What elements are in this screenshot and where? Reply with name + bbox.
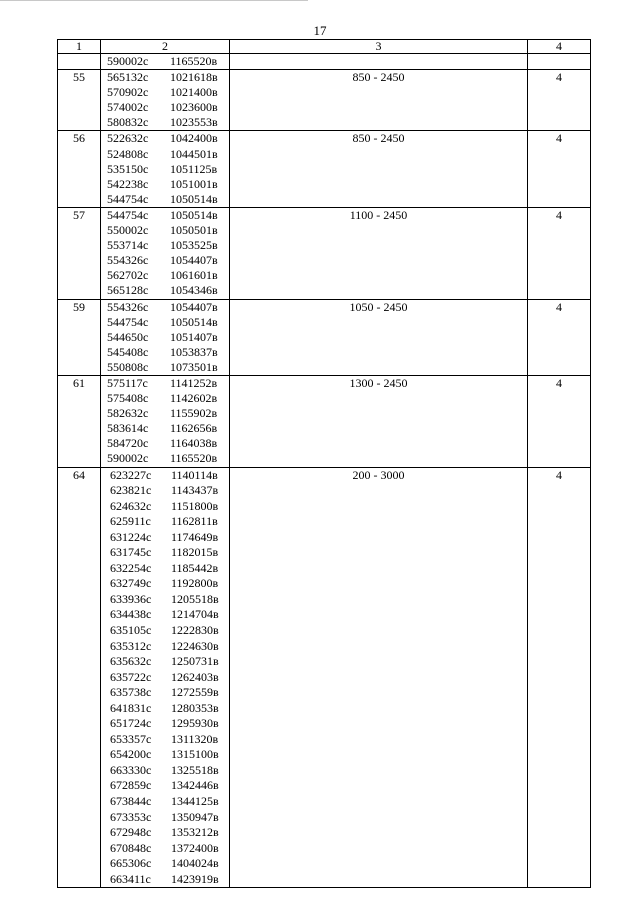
- latitude-value: 672948c: [110, 825, 152, 840]
- coordinate-pair: [107, 253, 229, 268]
- longitude-value: 1054407в: [170, 253, 218, 268]
- coordinate-pair: [110, 639, 229, 655]
- latitude-value: 641831c: [110, 700, 152, 715]
- row-number: 59: [58, 299, 101, 375]
- latitude-value: 624632c: [110, 498, 152, 513]
- longitude-value: 1051125в: [170, 161, 218, 176]
- coordinate-list: [101, 376, 229, 467]
- coordinate-pair: [110, 592, 229, 608]
- coordinate-pair: [107, 85, 229, 100]
- latitude-value: 565132c: [107, 70, 149, 85]
- coordinate-cell: [101, 299, 230, 375]
- coordinate-pair: [107, 147, 229, 162]
- coordinate-pair: [107, 100, 229, 115]
- longitude-value: 1262403в: [171, 669, 219, 684]
- coordinate-pair: [110, 623, 229, 639]
- header-cell-1: 1: [58, 40, 101, 54]
- coordinate-pair: [107, 345, 229, 360]
- longitude-value: 1174649в: [171, 529, 219, 544]
- longitude-value: 1051001в: [170, 176, 218, 191]
- latitude-value: 634438c: [110, 607, 152, 622]
- latitude-value: 635722c: [110, 669, 152, 684]
- longitude-value: 1021618в: [170, 70, 218, 85]
- longitude-value: 1142602в: [170, 391, 218, 406]
- latitude-value: 575408c: [107, 391, 149, 406]
- latitude-value: 550808c: [107, 359, 149, 374]
- latitude-value: 554326c: [107, 253, 149, 268]
- latitude-value: 580832c: [107, 115, 149, 130]
- latitude-value: 632254c: [110, 560, 152, 575]
- coordinate-pair: [107, 421, 229, 436]
- height-range: 1300 - 2450: [230, 375, 528, 467]
- coordinate-pair: [110, 856, 229, 872]
- coordinate-pair: [110, 530, 229, 546]
- latitude-value: 570902c: [107, 85, 149, 100]
- coordinate-pair: [110, 561, 229, 577]
- latitude-value: 665306c: [110, 856, 152, 871]
- longitude-value: 1155902в: [170, 406, 218, 421]
- longitude-value: 1165520в: [170, 54, 218, 68]
- coordinate-pair: [107, 131, 229, 146]
- latitude-value: 635632c: [110, 654, 152, 669]
- table-row: [58, 70, 591, 131]
- latitude-value: 623227c: [110, 467, 152, 482]
- longitude-value: 1143437в: [171, 483, 219, 498]
- longitude-value: 1423919в: [171, 871, 219, 886]
- coordinate-pair: [110, 607, 229, 623]
- latitude-value: 542238c: [107, 176, 149, 191]
- coordinate-cell: [101, 375, 230, 467]
- coordinate-pair: [110, 576, 229, 592]
- longitude-value: 1162656в: [170, 421, 218, 436]
- row-number: 64: [58, 467, 101, 888]
- longitude-value: 1042400в: [170, 131, 218, 146]
- latitude-value: 635105c: [110, 623, 152, 637]
- coordinate-pair: [107, 223, 229, 238]
- latitude-value: 590002c: [107, 451, 149, 466]
- longitude-value: 1061601в: [170, 268, 218, 283]
- latitude-value: 663411c: [110, 871, 151, 886]
- row-number: 57: [58, 207, 101, 299]
- coordinate-pair: [107, 268, 229, 283]
- longitude-value: 1050514в: [170, 191, 218, 206]
- table-row: [58, 375, 591, 467]
- latitude-value: 583614c: [107, 421, 149, 436]
- latitude-value: 631224c: [110, 529, 152, 544]
- latitude-value: 635738c: [110, 685, 152, 700]
- longitude-value: 1250731в: [171, 654, 219, 669]
- longitude-value: 1073501в: [170, 359, 218, 374]
- table-row: [58, 467, 591, 888]
- coordinate-pair: [107, 54, 229, 69]
- longitude-value: 1050514в: [170, 314, 218, 329]
- longitude-value: 1053837в: [170, 344, 218, 359]
- coordinate-pair: [110, 732, 229, 748]
- coordinate-pair: [110, 810, 229, 826]
- longitude-value: 1280353в: [171, 700, 219, 715]
- longitude-value: 1192800в: [171, 576, 219, 591]
- longitude-value: 1214704в: [171, 607, 219, 622]
- longitude-value: 1023600в: [170, 100, 218, 115]
- longitude-value: 1054346в: [170, 283, 218, 298]
- coordinate-pair: [110, 685, 229, 701]
- latitude-value: 522632c: [107, 131, 149, 146]
- longitude-value: 1185442в: [171, 560, 219, 575]
- coordinate-pair: [107, 238, 229, 253]
- longitude-value: 1165520в: [170, 451, 218, 466]
- longitude-value: 1372400в: [171, 840, 219, 855]
- longitude-value: 1295930в: [171, 716, 219, 731]
- latitude-value: 524808c: [107, 146, 149, 161]
- header-cell-4: 4: [528, 40, 591, 54]
- coordinate-pair: [110, 825, 229, 841]
- header-row: [58, 40, 591, 54]
- latitude-value: 550002c: [107, 223, 149, 238]
- latitude-value: 633936c: [110, 591, 152, 606]
- coordinate-cell: [101, 70, 230, 131]
- coordinate-pair: [110, 514, 229, 530]
- latitude-value: 590002c: [107, 54, 149, 68]
- latitude-value: 623821c: [110, 483, 152, 498]
- longitude-value: 1342446в: [171, 778, 219, 793]
- latitude-value: 651724c: [110, 716, 152, 731]
- latitude-value: 673353c: [110, 809, 152, 824]
- height-range: 850 - 2450: [230, 131, 528, 207]
- column-4-value: [528, 54, 591, 70]
- coordinate-pair: [110, 841, 229, 857]
- longitude-value: 1222830в: [171, 623, 219, 637]
- header-cell-3: 3: [230, 40, 528, 54]
- longitude-value: 1140114в: [171, 467, 218, 482]
- coordinate-pair: [110, 701, 229, 717]
- coordinate-pair: [107, 406, 229, 421]
- coordinate-pair: [107, 391, 229, 406]
- coordinate-list: [101, 468, 229, 888]
- column-4-value: 4: [528, 131, 591, 207]
- coordinate-list: [101, 70, 229, 130]
- coordinates-table: [57, 39, 591, 888]
- table-row: [58, 207, 591, 299]
- table-row: [58, 299, 591, 375]
- longitude-value: 1325518в: [171, 762, 219, 777]
- coordinate-pair: [110, 483, 229, 499]
- coordinate-cell: [101, 131, 230, 207]
- longitude-value: 1050501в: [170, 223, 218, 238]
- latitude-value: 544650c: [107, 329, 149, 344]
- coordinate-pair: [110, 499, 229, 515]
- latitude-value: 574002c: [107, 100, 149, 115]
- longitude-value: 1050514в: [170, 207, 218, 222]
- latitude-value: 670848c: [110, 840, 152, 855]
- latitude-value: 673844c: [110, 794, 152, 809]
- latitude-value: 653357c: [110, 731, 152, 746]
- latitude-value: 632749c: [110, 576, 152, 591]
- longitude-value: 1151800в: [171, 498, 219, 513]
- coordinate-pair: [107, 300, 229, 315]
- longitude-value: 1141252в: [170, 375, 218, 390]
- coordinate-pair: [107, 162, 229, 177]
- row-number: [58, 54, 101, 70]
- latitude-value: 562702c: [107, 268, 149, 283]
- coordinate-pair: [107, 192, 229, 207]
- column-4-value: 4: [528, 299, 591, 375]
- height-range: [230, 54, 528, 70]
- longitude-value: 1344125в: [171, 794, 219, 809]
- coordinate-pair: [110, 794, 229, 810]
- latitude-value: 544754c: [107, 314, 149, 329]
- coordinate-list: [101, 300, 229, 375]
- latitude-value: 544754c: [107, 207, 149, 222]
- latitude-value: 663330c: [110, 762, 152, 777]
- coordinate-pair: [107, 451, 229, 466]
- latitude-value: 553714c: [107, 238, 149, 253]
- column-4-value: 4: [528, 207, 591, 299]
- coordinate-cell: [101, 467, 230, 888]
- coordinate-pair: [107, 208, 229, 223]
- coordinate-pair: [107, 283, 229, 298]
- coordinate-pair: [110, 654, 229, 670]
- coordinate-pair: [110, 763, 229, 779]
- coordinate-pair: [107, 330, 229, 345]
- continuation-row: [58, 54, 591, 70]
- longitude-value: 1350947в: [171, 809, 219, 824]
- header-cell-2: 2: [101, 40, 230, 54]
- latitude-value: 554326c: [107, 299, 149, 314]
- longitude-value: 1054407в: [170, 299, 218, 314]
- coordinate-pair: [110, 716, 229, 732]
- longitude-value: 1021400в: [170, 85, 218, 100]
- latitude-value: 631745c: [110, 545, 152, 560]
- latitude-value: 582632c: [107, 406, 149, 421]
- longitude-value: 1044501в: [170, 146, 218, 161]
- coordinate-pair: [107, 70, 229, 85]
- longitude-value: 1053525в: [170, 238, 218, 253]
- column-4-value: 4: [528, 70, 591, 131]
- longitude-value: 1272559в: [171, 685, 219, 700]
- column-4-value: 4: [528, 375, 591, 467]
- coordinate-pair: [107, 177, 229, 192]
- top-rule: [0, 0, 308, 1]
- coordinate-list: [101, 131, 229, 206]
- coordinate-pair: [110, 670, 229, 686]
- coordinate-list: [101, 208, 229, 299]
- coordinate-pair: [107, 436, 229, 451]
- latitude-value: 635312c: [110, 638, 152, 653]
- latitude-value: 625911c: [110, 514, 151, 529]
- longitude-value: 1162811в: [171, 514, 218, 529]
- coordinate-pair: [110, 747, 229, 763]
- page-number: 17: [313, 23, 327, 38]
- longitude-value: 1353212в: [171, 825, 219, 840]
- row-number: 56: [58, 131, 101, 207]
- height-range: 1050 - 2450: [230, 299, 528, 375]
- longitude-value: 1311320в: [171, 731, 219, 746]
- coordinate-pair: [110, 778, 229, 794]
- table-row: [58, 131, 591, 207]
- coordinate-pair: [107, 115, 229, 130]
- coordinate-pair: [107, 376, 229, 391]
- coordinate-pair: [110, 872, 229, 888]
- longitude-value: 1404024в: [171, 856, 219, 871]
- latitude-value: 672859c: [110, 778, 152, 793]
- coordinate-list: [101, 54, 229, 69]
- longitude-value: 1023553в: [170, 115, 218, 130]
- longitude-value: 1315100в: [171, 747, 219, 762]
- latitude-value: 545408c: [107, 344, 149, 359]
- row-number: 55: [58, 70, 101, 131]
- column-4-value: 4: [528, 467, 591, 888]
- height-range: 1100 - 2450: [230, 207, 528, 299]
- latitude-value: 565128c: [107, 283, 149, 298]
- coordinate-pair: [107, 360, 229, 375]
- longitude-value: 1205518в: [171, 591, 219, 606]
- height-range: 850 - 2450: [230, 70, 528, 131]
- coordinate-pair: [110, 545, 229, 561]
- longitude-value: 1182015в: [171, 545, 219, 560]
- height-range: 200 - 3000: [230, 467, 528, 888]
- coordinate-cell: [101, 54, 230, 70]
- coordinate-cell: [101, 207, 230, 299]
- latitude-value: 575117c: [107, 375, 148, 390]
- latitude-value: 544754c: [107, 191, 149, 206]
- latitude-value: 654200c: [110, 747, 152, 762]
- latitude-value: 584720c: [107, 436, 149, 451]
- longitude-value: 1164038в: [170, 436, 218, 451]
- latitude-value: 535150c: [107, 161, 149, 176]
- row-number: 61: [58, 375, 101, 467]
- longitude-value: 1051407в: [170, 329, 218, 344]
- coordinate-pair: [110, 468, 229, 484]
- coordinate-pair: [107, 315, 229, 330]
- longitude-value: 1224630в: [171, 638, 219, 653]
